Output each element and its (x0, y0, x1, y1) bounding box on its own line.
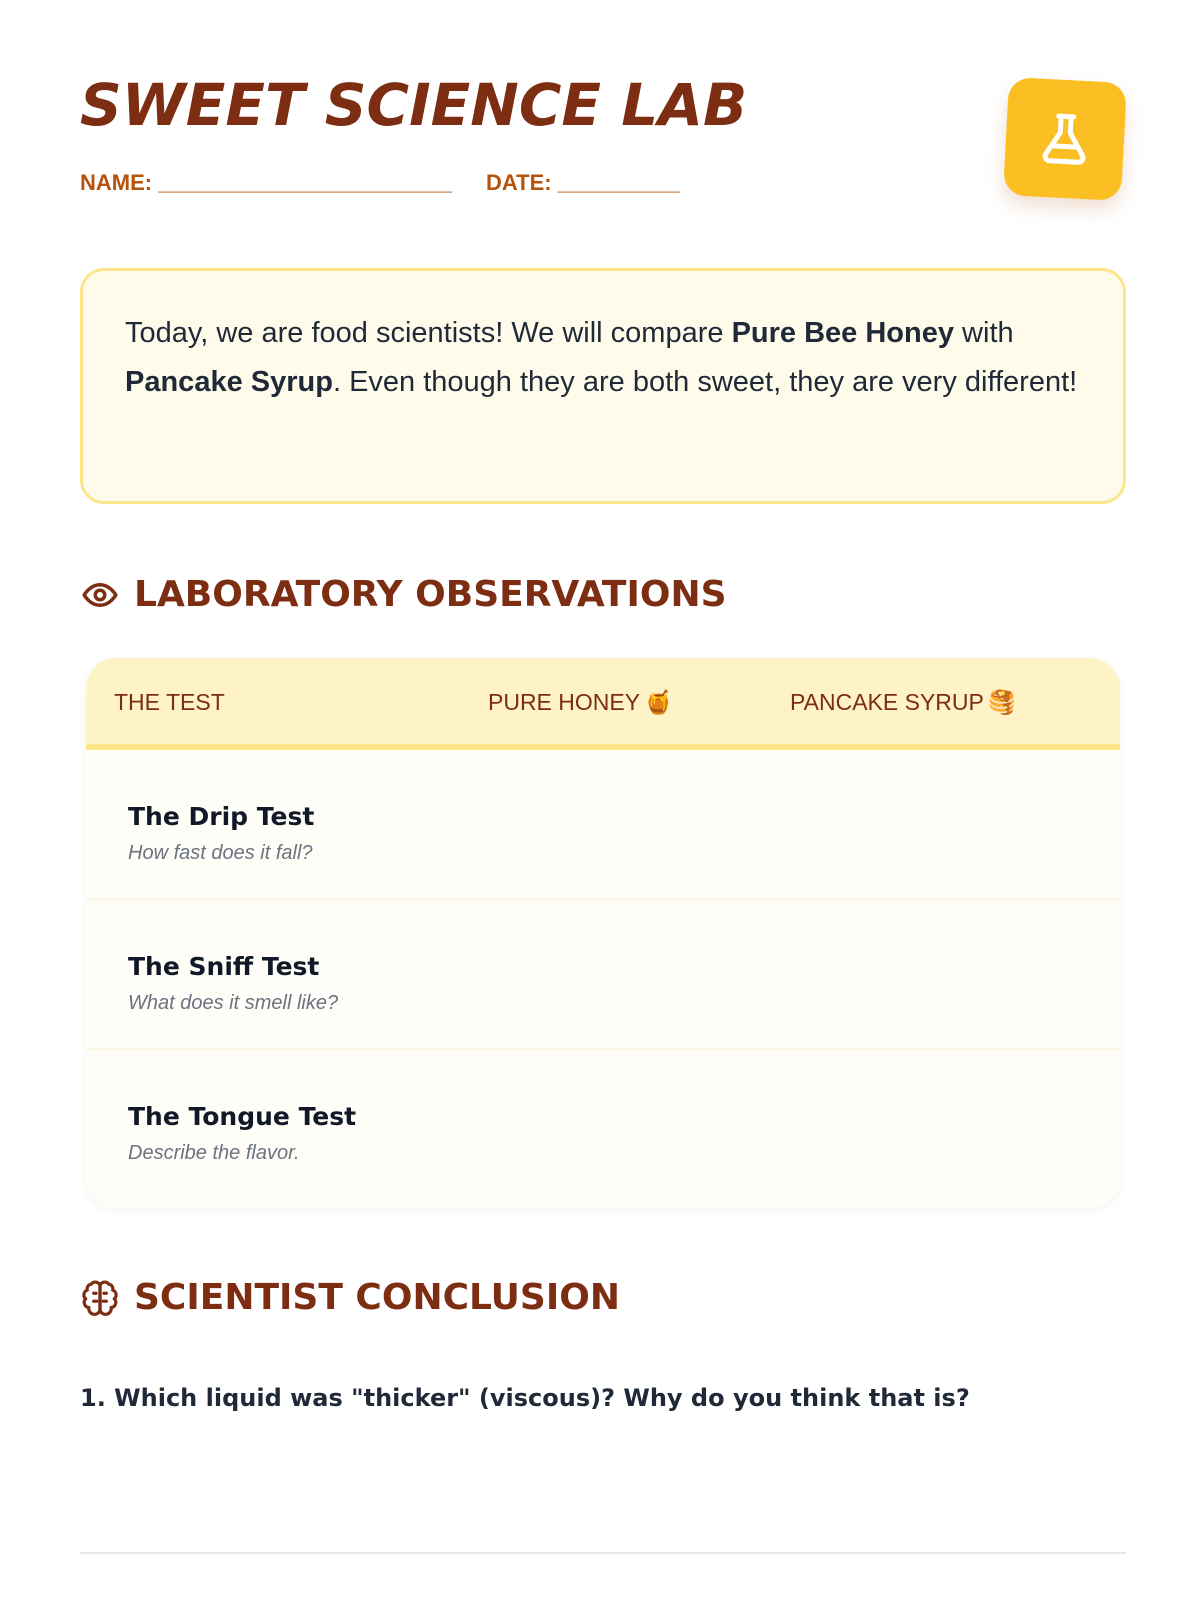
eye-icon (80, 575, 120, 615)
date-field[interactable]: DATE: __________ (486, 170, 681, 195)
syrup-answer-cell[interactable] (778, 1070, 1058, 1180)
answer-line[interactable] (80, 1552, 1126, 1554)
syrup-answer-cell[interactable] (778, 920, 1058, 1030)
intro-honey: Pure Bee Honey (731, 317, 954, 349)
test-question: Describe the flavor. (128, 1142, 300, 1164)
honey-answer-cell[interactable] (476, 1070, 756, 1180)
table-header (86, 658, 1120, 750)
intro-text-1: Today, we are food scientists! We will compare (125, 317, 732, 349)
test-name: The Drip Test (128, 802, 315, 831)
pancakes-icon: 🥞 (987, 690, 1017, 716)
name-field[interactable]: NAME: ________________________ (80, 170, 452, 195)
honey-answer-cell[interactable] (476, 920, 756, 1030)
conclusion-heading-text: SCIENTIST CONCLUSION (134, 1277, 620, 1318)
table-row (86, 750, 1120, 900)
table-row (86, 1050, 1120, 1200)
observations-heading-text: LABORATORY OBSERVATIONS (134, 574, 727, 615)
logo-badge (1003, 77, 1127, 201)
honey-pot-icon: 🍯 (644, 690, 673, 716)
intro-box (80, 268, 1126, 504)
column-header-honey (488, 689, 673, 716)
honey-answer-cell[interactable] (476, 770, 756, 880)
conclusion-heading (80, 1277, 620, 1318)
intro-text-2: with (954, 317, 1014, 349)
column-header-honey-label: PURE HONEY (488, 689, 641, 715)
page-title: SWEET SCIENCE LAB (80, 71, 748, 139)
intro-text-3: . Even though they are both sweet, they are very different! (332, 366, 1078, 398)
student-info-row (80, 170, 680, 196)
column-header-syrup-label: PANCAKE SYRUP (790, 689, 984, 715)
test-name: The Tongue Test (128, 1102, 357, 1131)
observations-table (86, 658, 1120, 1208)
flask-icon (1033, 107, 1096, 170)
conclusion-question-1: 1. Which liquid was "thicker" (viscous)? Why do you think that is? (80, 1384, 970, 1412)
column-header-test: THE TEST (114, 689, 225, 715)
test-question: How fast does it fall? (128, 842, 313, 864)
table-row (86, 900, 1120, 1050)
test-name: The Sniff Test (128, 952, 320, 981)
column-header-syrup (790, 689, 1017, 716)
brain-icon (80, 1278, 120, 1318)
syrup-answer-cell[interactable] (778, 770, 1058, 880)
test-question: What does it smell like? (128, 992, 339, 1014)
intro-syrup: Pancake Syrup (125, 366, 333, 398)
observations-heading (80, 574, 727, 615)
